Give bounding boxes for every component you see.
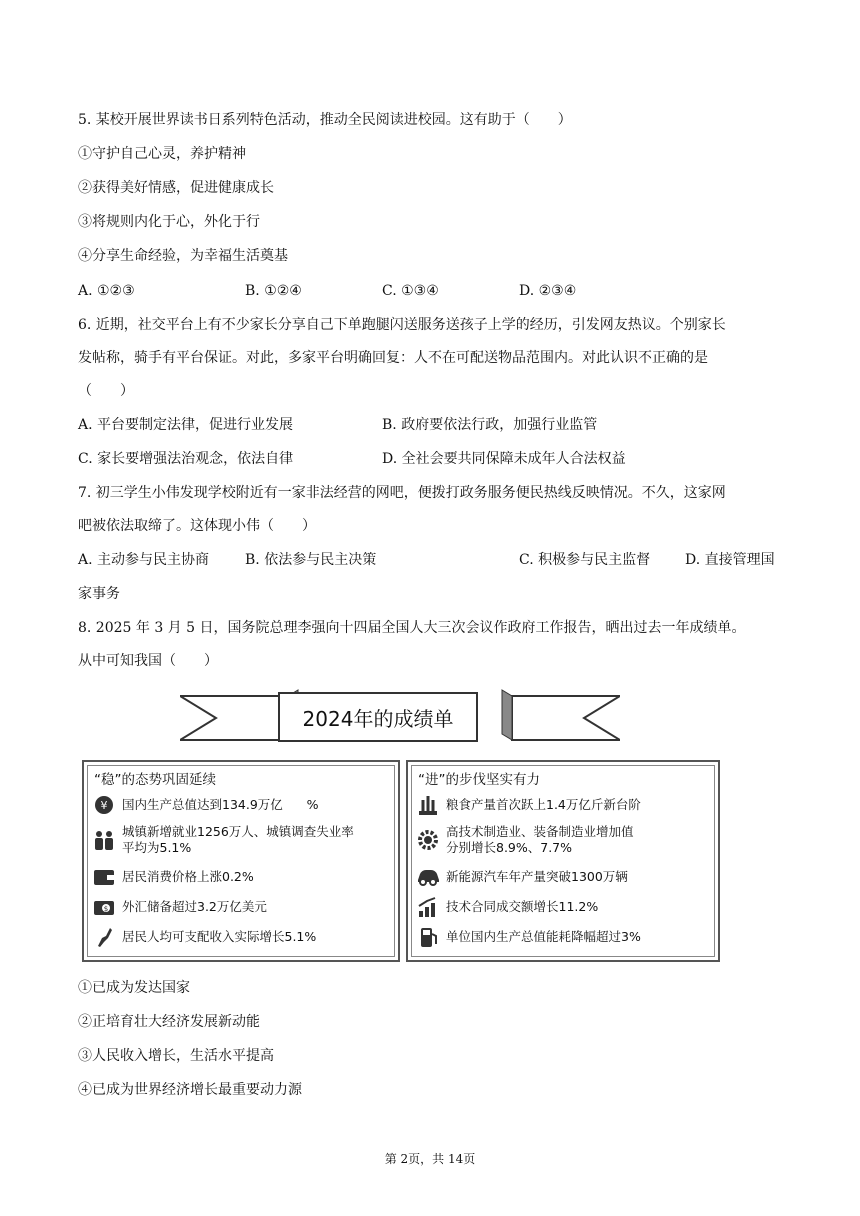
q6-option-c: C. 家长要增强法治观念，依法自律	[78, 451, 294, 467]
q6-option-b: B. 政府要依法行政，加强行业监管	[382, 417, 598, 433]
q7-option-b: B. 依法参与民主决策	[245, 552, 377, 568]
q8-stem-line-2: 从中可知我国（ ）	[78, 653, 218, 669]
q5-item-4: ④分享生命经验，为幸福生活奠基	[78, 248, 288, 264]
coin-icon	[92, 794, 116, 816]
chart-icon	[416, 896, 440, 918]
progress-item-manufacturing: 高技术制造业、装备制造业增加值 分别增长8.9%、7.7%	[416, 824, 634, 856]
q5-item-2: ②获得美好情感，促进健康成长	[78, 180, 274, 196]
progress-item-nev: 新能源汽车年产量突破1300万辆	[416, 866, 628, 888]
car-icon	[416, 866, 440, 888]
stable-item-income: 居民人均可支配收入实际增长5.1%	[92, 926, 316, 948]
q7-option-a: A. 主动参与民主协商	[78, 552, 210, 568]
q8-item-3: ③人民收入增长，生活水平提高	[78, 1048, 274, 1064]
grain-icon	[416, 794, 440, 816]
stable-item-cpi: 居民消费价格上涨0.2%	[92, 866, 254, 888]
progress-item-energy: 单位国内生产总值能耗降幅超过3%	[416, 926, 641, 948]
figure-title: 2024年的成绩单	[278, 692, 478, 742]
q5-option-a: A. ①②③	[78, 283, 135, 299]
stable-item-gdp: ¥ 国内生产总值达到134.9万亿 %	[92, 794, 319, 816]
q5-item-1: ①守护自己心灵，养护精神	[78, 146, 246, 162]
progress-item-tech: 技术合同成交额增长11.2%	[416, 896, 598, 918]
q7-option-d: D. 直接管理国	[685, 552, 775, 568]
report-card-figure	[80, 688, 736, 960]
stable-item-reserves: $ 外汇储备超过3.2万亿美元	[92, 896, 267, 918]
q8-item-2: ②正培育壮大经济发展新动能	[78, 1014, 260, 1030]
q6-option-a: A. 平台要制定法律，促进行业发展	[78, 417, 294, 433]
svg-text:¥: ¥	[100, 799, 108, 812]
gear-icon	[416, 829, 440, 851]
people-icon	[92, 829, 116, 851]
q5-item-3: ③将规则内化于心，外化于行	[78, 214, 260, 230]
q7-stem-line-2: 吧被依法取缔了。这体现小伟（ ）	[78, 518, 316, 534]
page-footer: 第 2页，共 14页	[384, 1152, 476, 1166]
panel-stable	[82, 760, 400, 962]
q7-option-d-cont: 家事务	[78, 586, 120, 602]
panel-progress-heading: “进”的步伐坚实有力	[418, 772, 540, 788]
svg-text:$: $	[103, 905, 109, 913]
q5-option-b: B. ①②④	[245, 283, 302, 299]
fuel-icon	[416, 926, 440, 948]
q8-item-1: ①已成为发达国家	[78, 980, 190, 996]
q7-option-c: C. 积极参与民主监督	[519, 552, 651, 568]
q5-option-c: C. ①③④	[382, 283, 439, 299]
q8-stem-line-1: 8. 2025 年 3 月 5 日，国务院总理李强向十四届全国人大三次会议作政府工作报告，晒出过去一年成绩单。	[78, 620, 746, 636]
q6-stem-line-3: （ ）	[78, 383, 134, 399]
q8-item-4: ④已成为世界经济增长最重要动力源	[78, 1082, 302, 1098]
q5-stem: 5. 某校开展世界读书日系列特色活动，推动全民阅读进校园。这有助于（ ）	[78, 112, 572, 128]
q6-option-d: D. 全社会要共同保障未成年人合法权益	[382, 451, 626, 467]
wallet-icon	[92, 866, 116, 888]
progress-item-grain: 粮食产量首次跃上1.4万亿斤新台阶	[416, 794, 641, 816]
q6-stem-line-2: 发帖称，骑手有平台保证。对此，多家平台明确回复：人不在可配送物品范围内。对此认识不正确的是	[78, 350, 708, 366]
panel-progress	[406, 760, 720, 962]
q6-stem-line-1: 6. 近期，社交平台上有不少家长分享自己下单跑腿闪送服务送孩子上学的经历，引发网友热议。个别家长	[78, 317, 726, 333]
stable-item-employment: 城镇新增就业1256万人、城镇调查失业率 平均为5.1%	[92, 824, 354, 856]
panel-stable-heading: “稳”的态势巩固延续	[94, 772, 216, 788]
cash-icon	[92, 896, 116, 918]
growth-hand-icon	[92, 926, 116, 948]
q7-stem-line-1: 7. 初三学生小伟发现学校附近有一家非法经营的网吧，便拨打政务服务便民热线反映情况。不久，这家网	[78, 485, 726, 501]
q5-option-d: D. ②③④	[519, 283, 577, 299]
